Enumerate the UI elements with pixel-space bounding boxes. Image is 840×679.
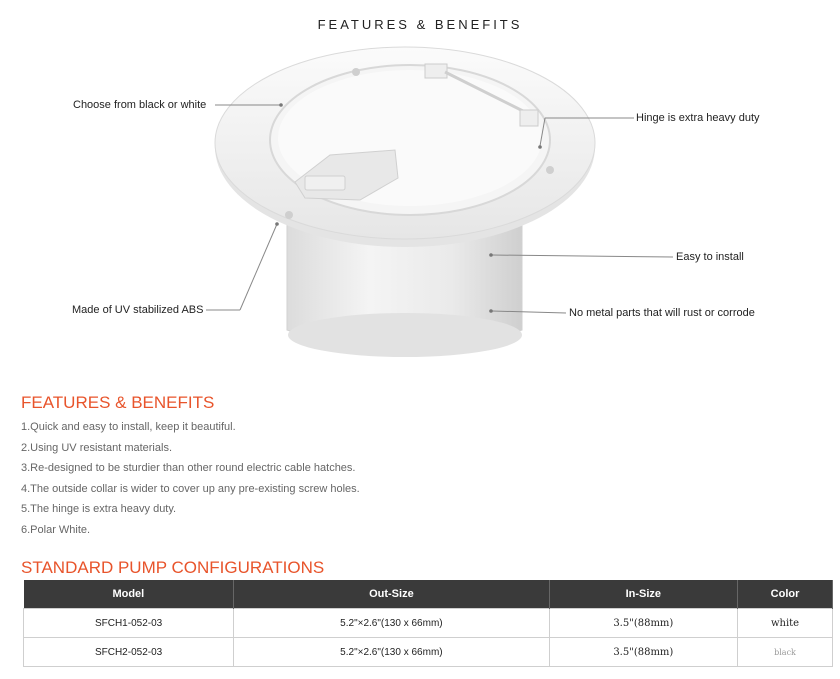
feature-item: 5.The hinge is extra heavy duty. — [21, 503, 177, 516]
callout-material: Made of UV stabilized ABS — [72, 304, 204, 316]
feature-item: 4.The outside collar is wider to cover up any pre-existing screw holes. — [21, 482, 360, 495]
column-header-out-size: Out-Size — [234, 580, 549, 609]
config-title: STANDARD PUMP CONFIGURATIONS — [21, 558, 325, 577]
feature-item: 6.Polar White. — [21, 523, 91, 536]
callout-color-choice: Choose from black or white — [73, 99, 207, 111]
table-row — [24, 609, 833, 638]
column-header-in-size: In-Size — [549, 580, 737, 609]
column-header-model: Model — [24, 580, 234, 609]
feature-item: 1.Quick and easy to install, keep it beautiful. — [21, 421, 236, 433]
page-heading: FEATURES & BENEFITS — [317, 17, 523, 32]
cell-in-size: 3.5"(88mm) — [549, 638, 737, 667]
table-header-row — [24, 580, 833, 609]
cell-color: black — [738, 638, 833, 667]
callout-no-metal: No metal parts that will rust or corrode — [569, 307, 755, 319]
config-table — [23, 580, 833, 667]
cell-color: white — [738, 609, 833, 638]
cell-out-size: 5.2"×2.6"(130 x 66mm) — [234, 609, 549, 638]
features-title: FEATURES & BENEFITS — [21, 393, 215, 412]
features-list — [21, 417, 360, 541]
feature-item: 2.Using UV resistant materials. — [21, 441, 172, 454]
cell-in-size: 3.5"(88mm) — [549, 609, 737, 638]
cell-out-size: 5.2"×2.6"(130 x 66mm) — [234, 638, 549, 667]
feature-item: 3.Re-designed to be sturdier than other round electric cable hatches. — [21, 462, 356, 475]
callout-install: Easy to install — [676, 251, 744, 263]
table-row — [24, 638, 833, 667]
cell-model: SFCH1-052-03 — [24, 609, 234, 638]
callout-hinge: Hinge is extra heavy duty — [636, 112, 760, 124]
column-header-color: Color — [738, 580, 833, 609]
cell-model: SFCH2-052-03 — [24, 638, 234, 667]
